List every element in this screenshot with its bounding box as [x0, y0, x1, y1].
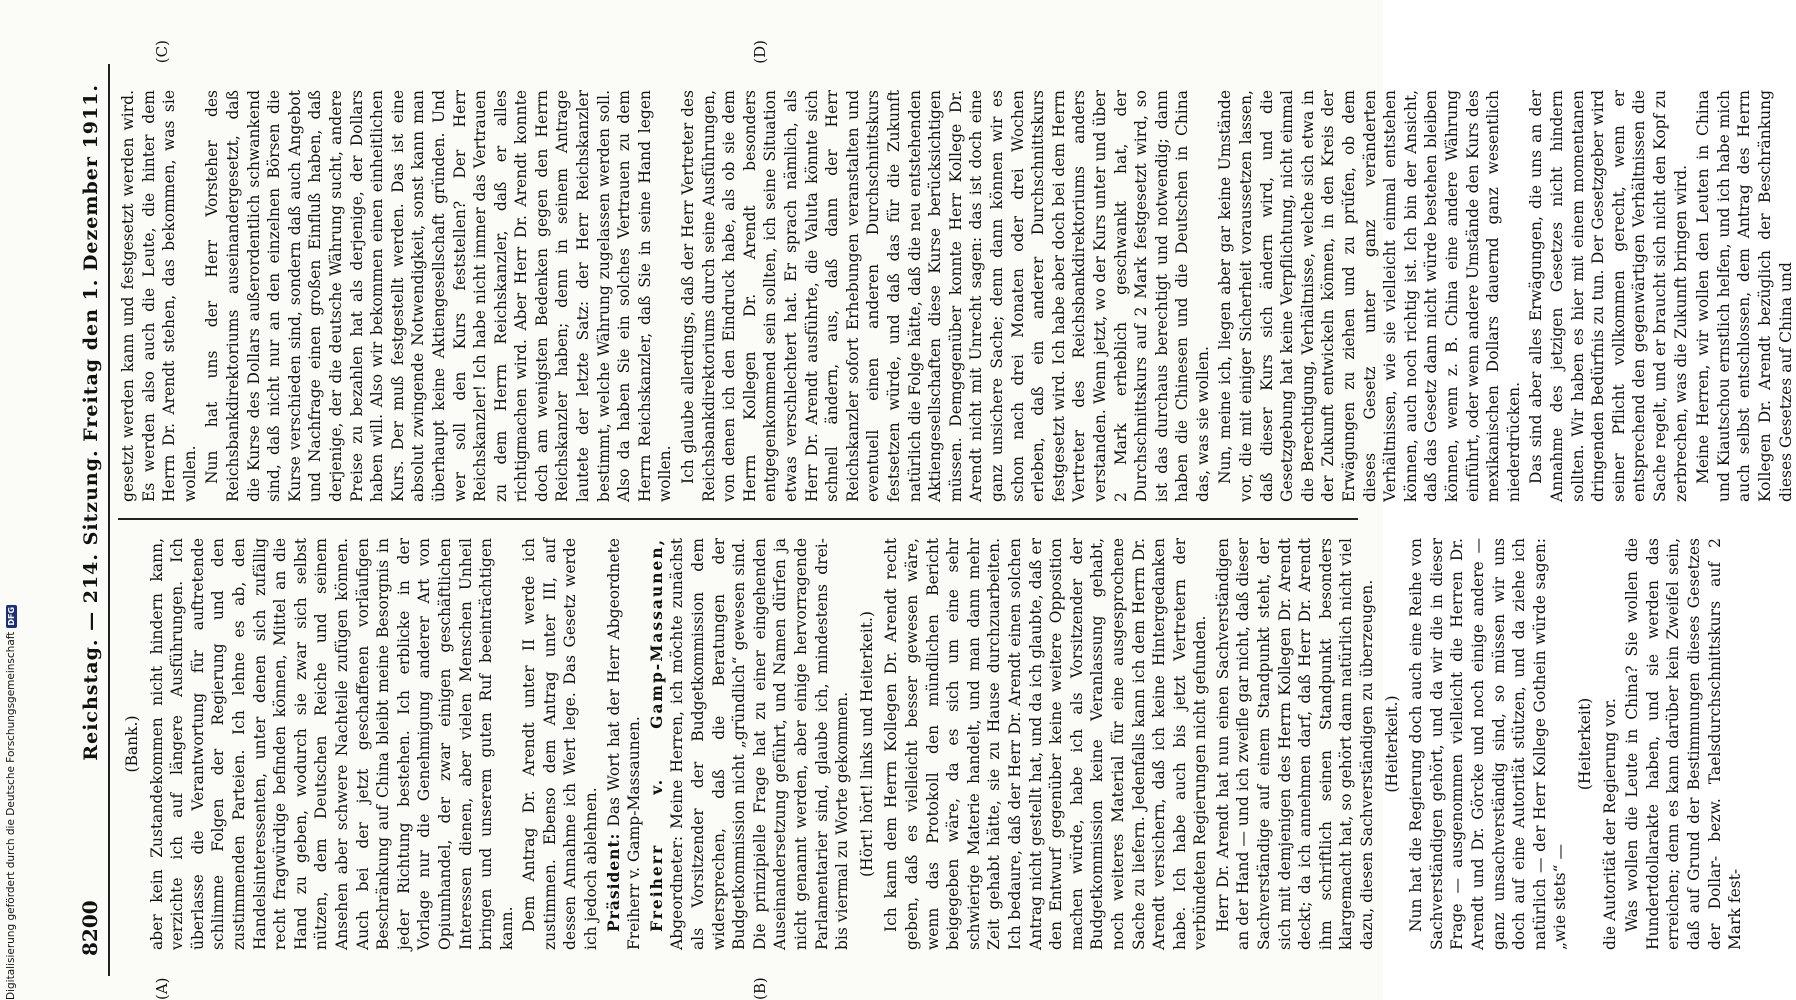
page-header: [78, 64, 110, 976]
paragraph: Ich kann dem Herrn Kollegen Dr. Arendt recht geben, daß es vielleicht besser gewesen wäre, wenn das Protokoll den mündlichen Bericht beigegeben wäre, da es sich um eine sehr schwierige Materie handelt, und man dann mehr Zeit gehabt hätte, sie zu Hause durchzuarbeiten. Ich bedaure, daß der Herr Dr. Arendt einen solchen Antrag nicht gestellt hat, und da ich glaubte, daß er den Entwurf gegenüber keine weitere Opposition machen würde, habe ich als Vorsitzender der Budgetkommission keine Veranlassung gehabt, noch weiteres Material für eine ausgesprochene Sache zu liefern. Jedenfalls kann ich dem Herrn Dr. Arendt versichern, daß ich keine Hintergedanken habe. Ich habe auch bis jetzt Vertretern der verbündeten Regierungen nicht gefunden.: [882, 538, 1210, 950]
paragraph-text: Das Wort hat der Herr Abgeordnete Freiherr v. Gamp-Massaunen.: [604, 538, 644, 950]
left-column: [118, 520, 1745, 1000]
margin-marker-a: (A): [153, 977, 171, 1000]
rotated-document-page: [60, 40, 1795, 1000]
paragraph: Was wollen die Leute in China? Sie wollen die Hundertdollarakte haben, und sie werden das erreichen; denn es kann darüber kein Zweifel sein, daß auf Grund der Bestimmungen dieses Gesetzes der Dollar- bezw. Taelsdurchschnittskurs auf 2 Mark fest-: [1623, 538, 1745, 950]
speaker-name: Präsident:: [603, 832, 623, 932]
paragraph: Herr Dr. Arendt hat nun einen Sachverständigen an der Hand — und ich zweifle gar nicht, daß dieser Sachverständige auf einem Standpunkt steht, der sich mit demjenigen des Herrn Kollegen Dr. Arendt deckt; da ich annehmen darf, daß Herr Dr. Arendt ihm schriftlich seinen Standpunkt besonders klargemacht hat, so gehört dann natürlich nicht viel dazu, diesen Sachverständigen zu überzeugen.: [1213, 538, 1377, 950]
digitization-credit: [2, 606, 20, 1000]
margin-marker-b: (B): [751, 977, 769, 1000]
speaker-name: Freiherr v. Gamp-Massaunen,: [646, 538, 666, 932]
interjection: (Heiterkeit): [1575, 697, 1594, 791]
paragraph: Das sind aber alles Erwägungen, die uns an der Annahme des jetzigen Gesetzes nicht hindern sollten. Wir haben es hier mit einem momentanen dringenden Bedürfnis zu tun. Der Gesetzgeber wird seiner Pflicht vollkommen gerecht, wenn er entsprechend den gegenwärtigen Verhältnissen die Sache regelt, und er braucht sich nicht den Kopf zu zerbrechen, was die Zukunft bringen wird.: [1527, 90, 1690, 502]
paragraph: Ich glaube allerdings, daß der Herr Vertreter des Reichsbankdirektoriums durch seine Ausführungen, von denen ich den Eindruck habe, als ob sie dem Herrn Kollegen Dr. Arendt besonders entgegenkommend sein sollten, ich seine Situation etwas verschlechtert hat. Er sprach nämlich, als Herr Dr. Arendt ausführte, die Valuta könnte sich schnell ändern, aus, daß dann der Herr Reichskanzler sofort Erhebungen veranstalten und eventuell einen anderen Durchschnittskurs festsetzen würde, und daß das für die Zukunft natürlich die Folge hätte, daß die neu entstehenden Aktiengesellschaften diese Kurse berücksichtigen müssen. Demgegenüber konnte Herr Kollege Dr. Arendt nicht mit Unrecht sagen: das ist doch eine ganz unsichere Sache; denn dann können wir es schon nach drei Monaten oder drei Wochen erleben, daß ein anderer Durchschnittskurs festgesetzt wird. Ich habe aber doch bei dem Herrn Vertreter des Reichsbankdirektoriums anders verstanden. Wenn jetzt, wo der Kurs unter und über 2 Mark erheblich geschwankt hat, der Durchschnittskurs auf 2 Mark festgesetzt wird, so ist das durchaus berechtigt und notwendig; dann haben die Chinesen und die Deutschen in China das, was sie wollen.: [679, 90, 1212, 502]
text-columns: [118, 40, 1795, 1000]
paragraph: gesetzt werden kann und festgesetzt werden wird. Es werden also auch die Leute, die hinter dem Herrn Dr. Arendt stehen, das bekommen, was sie wollen.: [119, 90, 199, 502]
paragraph: Nun hat uns der Herr Vorsteher des Reichsbankdirektoriums auseinandergesetzt, daß die Kurse des Dollars außerordentlich schwankend sind, daß nicht nur an den einzelnen Börsen die Kurse verschieden sind, sondern daß auch Angebot und Nachfrage einen großen Einfluß haben, daß derjenige, der die deutsche Währung sucht, andere Preise zu bezahlen hat als derjenige, der Dollars haben will. Also wir bekommen einen einheitlichen Kurs. Der muß festgestellt werden. Das ist eine absolut zwingende Notwendigkeit, sonst kann man überhaupt keine Aktiengesellschaft gründen. Und wer soll den Kurs feststellen? Der Herr Reichskanzler! Ich habe nicht immer das Vertrauen zu dem Herrn Reichskanzler, daß er alles richtigmachen wird. Aber Herr Dr. Arendt konnte doch am wenigsten Bedenken gegen den Herrn Reichskanzler haben; denn in seinem Antrage lautete der letzte Satz: der Herr Reichskanzler bestimmt, welche Währung zugelassen werden soll. Also da haben Sie ein solches Vertrauen zu dem Herrn Reichskanzler, daß Sie in seine Hand legen wollen.: [203, 90, 675, 502]
right-column: [118, 40, 1795, 520]
paragraph-text: Abgeordneter: Meine Herren, ich möchte zunächst als Vorsitzender der Budgetkommission dem widersprechen, daß die Beratungen der Budgetkommission nicht „gründlich“ gewesen sind. Die prinzipielle Frage hat zu einer eingehenden Auseinandersetzung geführt, und Namen dürfen ja nicht genannt werden, aber einige hervorragende Parlamentarier sind, glaube ich, mindestens drei- bis viermal zu Worte gekommen.: [668, 538, 852, 950]
credit-text: Digitalisierung gefördert durch die Deutsche Forschungsgemeinschaft: [5, 631, 17, 1000]
paragraph: aber kein Zustandekommen nicht hindern kann, verzichte ich auf längere Ausführungen. Ich überlasse die Verantwortung für auftretende schlimme Folgen der Regierung und den zustimmenden Parteien. Ich lehne es ab, den Handelsinteressenten, unter denen sich zufällig recht fragwürdige befinden können, Mittel an die Hand zu geben, wodurch sie zwar sich selbst nützen, dem Deutschen Reiche und seinem Ansehen aber schwere Nachteile zufügen können. Auch bei der jetzt geschaffenen vorläufigen Beschränkung auf China bleibt meine Besorgnis in jeder Richtung bestehen. Ich erblicke in der Vorlage nur die Genehmigung anderer Art von Opiumhandel, der zwar einigen geschäftlichen Interessen dienen, aber vielen Menschen Unheil bringen und unserem guten Ruf beeinträchtigen kann.: [147, 538, 516, 950]
paragraph: Nun, meine ich, liegen aber gar keine Umstände vor, die mit einiger Sicherheit voraussetzen lassen, daß dieser Kurs sich ändern wird, und die Gesetzgebung hat keine Verpflichtung, nicht einmal die Berechtigung, Verhältnisse, welche sich etwa in der Zukunft entwickeln können, in den Kreis der Erwägungen zu ziehen und zu prüfen, ob dem dieses Gesetz unter ganz veränderten Verhältnissen, wie sie vielleicht einmal entstehen können, auch noch richtig ist. Ich bin der Ansicht, daß das Gesetz dann nicht würde bestehen bleiben können, wenn z. B. China eine andere Währung einführt, oder wenn andere Umstände den Kurs des mexikanischen Dollars dauernd ganz wesentlich niederdrücken.: [1216, 90, 1523, 502]
interjection: (Heiterkeit.): [1382, 695, 1401, 793]
dfg-logo-icon: DFG: [6, 606, 16, 626]
margin-marker-d: (D): [751, 40, 769, 64]
interjection: (Hört! hört! links und Heiterkeit.): [857, 611, 876, 877]
paragraph: die Autorität der Regierung vor.: [1600, 698, 1619, 950]
paragraph: Meine Herren, wir wollen den Leuten in China und Kiautschou ernstlich helfen, und ich habe mich auch selbst entschlossen, dem Antrag des Herrn Kollegen Dr. Arendt bezüglich der Beschränkung dieses Gesetzes auf China und: [1694, 90, 1795, 502]
page-number: 8200: [78, 900, 102, 956]
page-title: Reichstag. — 214. Sitzung. Freitag den 1. Dezember 1911.: [80, 84, 102, 761]
speaker-aside: (Bank.): [123, 715, 141, 773]
margin-marker-c: (C): [153, 40, 171, 64]
paragraph: Nun hat die Regierung doch auch eine Reihe von Sachverständigen gehört, und da wir die in dieser Frage — ausgenommen vielleicht die Herren Dr. Arendt und Dr. Görcke und noch einige andere — ganz unsachverständig sind, so müssen wir uns doch auf eine Autorität stützen, und da ziehe ich natürlich — der Herr Kollege Gothein würde sagen: „wie stets“ —: [1407, 538, 1570, 950]
paragraph: Dem Antrag Dr. Arendt unter II werde ich zustimmen. Ebenso dem Antrag unter III, auf dessen Annahme ich Wert lege. Das Gesetz werde ich jedoch ablehnen.: [520, 538, 601, 950]
